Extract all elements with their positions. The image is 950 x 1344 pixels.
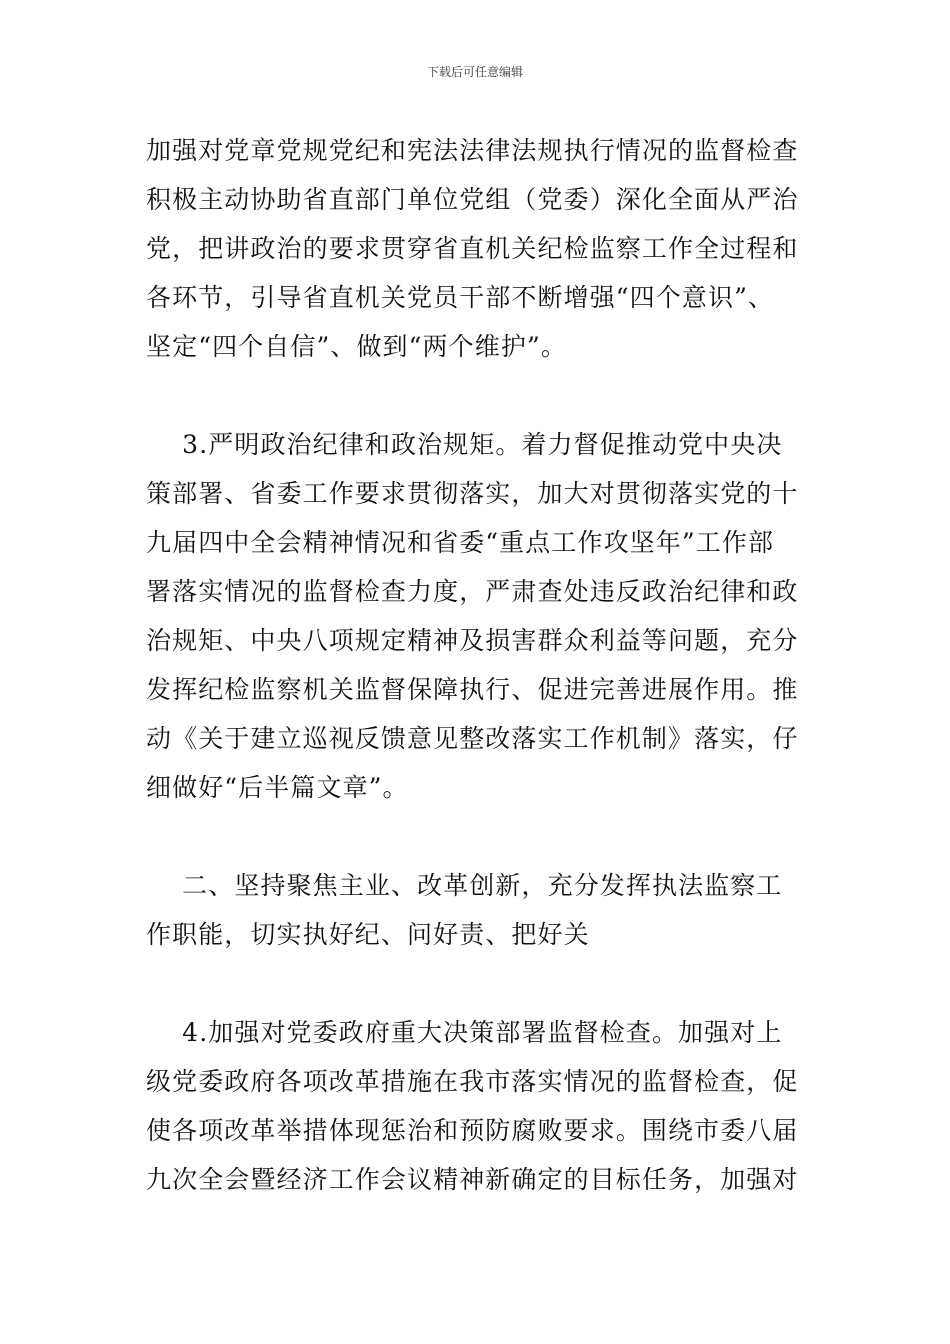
text-line: 动《关于建立巡视反馈意见整改落实工作机制》落实，仔 bbox=[146, 724, 799, 753]
paragraph-gap bbox=[146, 371, 806, 420]
paragraph-item-3 bbox=[146, 420, 806, 812]
paragraph-gap bbox=[146, 959, 806, 1008]
text-line: 级党委政府各项改革措施在我市落实情况的监督检查，促 bbox=[146, 1067, 799, 1096]
text-line: 积极主动协助省直部门单位党组（党委）深化全面从严治 bbox=[146, 185, 799, 214]
text-line: 坚定“四个自信”、做到“两个维护”。 bbox=[146, 332, 567, 361]
paragraph-gap bbox=[146, 812, 806, 861]
text-line: 二、坚持聚焦主业、改革创新，充分发挥执法监察工 bbox=[146, 871, 783, 900]
text-line: 4.加强对党委政府重大决策部署监督检查。加强对上 bbox=[146, 1018, 783, 1047]
text-line: 九届四中全会精神情况和省委“重点工作攻坚年”工作部 bbox=[146, 528, 775, 557]
text-line: 治规矩、中央八项规定精神及损害群众利益等问题，充分 bbox=[146, 626, 799, 655]
paragraph-item-4 bbox=[146, 1008, 806, 1204]
text-line: 署落实情况的监督检查力度，严肃查处违反政治纪律和政 bbox=[146, 577, 799, 606]
section-heading-2 bbox=[146, 861, 806, 959]
text-line: 作职能，切实执好纪、问好责、把好关 bbox=[146, 920, 590, 949]
text-line: 策部署、省委工作要求贯彻落实，加大对贯彻落实党的十 bbox=[146, 479, 799, 508]
text-line: 各环节，引导省直机关党员干部不断增强“四个意识”、 bbox=[146, 283, 775, 312]
text-line: 细做好“后半篇文章”。 bbox=[146, 773, 409, 802]
text-line: 使各项改革举措体现惩治和预防腐败要求。围绕市委八届 bbox=[146, 1116, 799, 1145]
page-header-note: 下载后可任意编辑 bbox=[426, 65, 523, 79]
document-body bbox=[146, 126, 806, 1204]
text-line: 发挥纪检监察机关监督保障执行、促进完善进展作用。推 bbox=[146, 675, 799, 704]
text-line: 3.严明政治纪律和政治规矩。着力督促推动党中央决 bbox=[146, 430, 783, 459]
paragraph-political-supervision bbox=[146, 126, 806, 371]
text-line: 九次全会暨经济工作会议精神新确定的目标任务，加强对 bbox=[146, 1165, 799, 1194]
text-line: 加强对党章党规党纪和宪法法律法规执行情况的监督检查 bbox=[146, 136, 799, 165]
text-line: 党，把讲政治的要求贯穿省直机关纪检监察工作全过程和 bbox=[146, 234, 799, 263]
